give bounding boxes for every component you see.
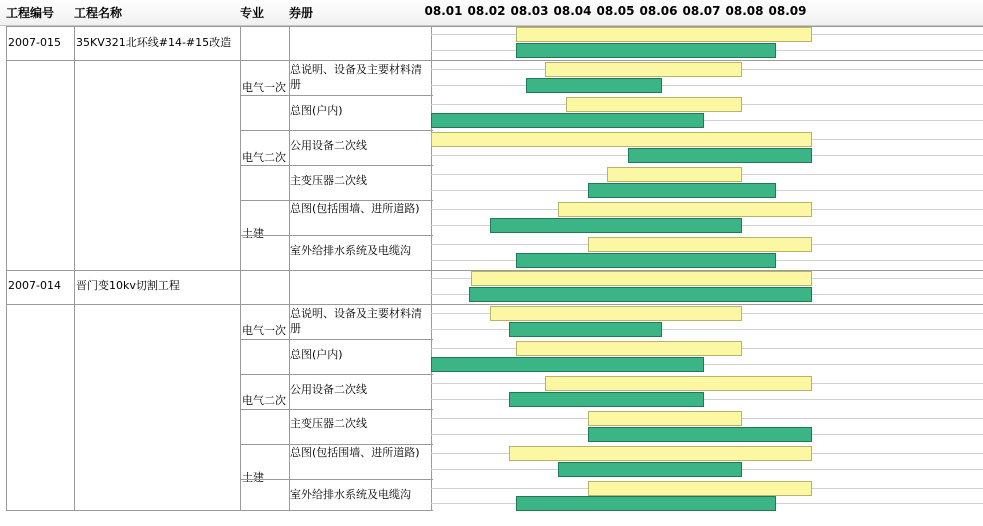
month-header: 08.02 (467, 4, 506, 18)
column-header-code: 工程编号 (6, 6, 55, 20)
month-header: 08.07 (682, 4, 721, 18)
volume-label: 主变压器二次线 (290, 174, 367, 187)
row-divider (240, 235, 433, 236)
project-code: 2007-015 (8, 36, 61, 49)
row-divider (240, 130, 433, 131)
column-divider (74, 26, 75, 510)
actual-bar (509, 392, 704, 407)
month-header: 08.08 (725, 4, 764, 18)
actual-bar (588, 183, 776, 198)
plan-bar (516, 341, 742, 356)
actual-bar (516, 496, 776, 511)
timeline-gridline (431, 85, 983, 86)
month-header: 08.01 (424, 4, 463, 18)
actual-bar (469, 287, 812, 302)
discipline-label: 电气一次 (242, 324, 286, 337)
plan-bar (558, 202, 812, 217)
row-divider (240, 409, 433, 410)
plan-bar (509, 446, 812, 461)
volume-label: 室外给排水系统及电缆沟 (290, 488, 411, 501)
volume-label: 总图(户内) (290, 348, 343, 361)
row-divider (6, 26, 983, 27)
volume-label: 室外给排水系统及电缆沟 (290, 244, 411, 257)
project-name: 35KV321北环线#14-#15改造 (76, 36, 232, 49)
column-divider (6, 26, 7, 510)
project-name: 晋门变10kv切割工程 (76, 279, 180, 292)
plan-bar (607, 167, 742, 182)
actual-bar (526, 78, 661, 93)
column-header-discipline: 专业 (240, 6, 265, 20)
discipline-label: 土建 (242, 227, 264, 240)
plan-bar (566, 97, 742, 112)
month-header: 08.09 (768, 4, 807, 18)
month-header: 08.06 (639, 4, 678, 18)
volume-label: 公用设备二次线 (290, 139, 367, 152)
row-divider (6, 60, 983, 61)
column-header-volume: 券册 (289, 6, 314, 20)
volume-label: 主变压器二次线 (290, 417, 367, 430)
volume-label: 总说明、设备及主要材料清册 (290, 307, 422, 335)
actual-bar (490, 218, 742, 233)
discipline-label: 土建 (242, 471, 264, 484)
plan-bar (490, 306, 742, 321)
plan-bar (545, 376, 812, 391)
month-header: 08.04 (553, 4, 592, 18)
actual-bar (516, 43, 776, 58)
header-row (0, 0, 983, 26)
volume-label: 总图(户内) (290, 104, 343, 117)
volume-label: 公用设备二次线 (290, 383, 367, 396)
plan-bar (516, 27, 812, 42)
plan-bar (588, 411, 743, 426)
month-header: 08.03 (510, 4, 549, 18)
actual-bar (628, 148, 812, 163)
actual-bar (431, 357, 704, 372)
project-code: 2007-014 (8, 279, 61, 292)
row-divider (240, 339, 433, 340)
row-divider (240, 444, 433, 445)
plan-bar (545, 62, 742, 77)
discipline-label: 电气二次 (242, 394, 286, 407)
discipline-label: 电气一次 (242, 81, 286, 94)
month-header: 08.05 (596, 4, 635, 18)
plan-bar (471, 271, 812, 286)
plan-bar (431, 132, 812, 147)
column-divider (240, 26, 241, 510)
plan-bar (588, 481, 812, 496)
actual-bar (516, 253, 776, 268)
volume-label: 总说明、设备及主要材料清册 (290, 63, 422, 91)
row-divider (240, 95, 433, 96)
plan-bar (588, 237, 812, 252)
row-divider (6, 510, 433, 511)
column-divider (431, 26, 432, 510)
discipline-label: 电气二次 (242, 151, 286, 164)
column-divider (289, 26, 290, 510)
actual-bar (509, 322, 661, 337)
row-divider (240, 374, 433, 375)
actual-bar (588, 427, 812, 442)
row-divider (240, 479, 433, 480)
volume-label: 总图(包括围墙、进所道路) (290, 446, 420, 459)
row-divider (240, 200, 433, 201)
column-header-name: 工程名称 (74, 6, 123, 20)
actual-bar (431, 113, 704, 128)
row-divider (6, 304, 983, 305)
actual-bar (558, 462, 742, 477)
row-divider (240, 165, 433, 166)
volume-label: 总图(包括围墙、进所道路) (290, 202, 420, 215)
